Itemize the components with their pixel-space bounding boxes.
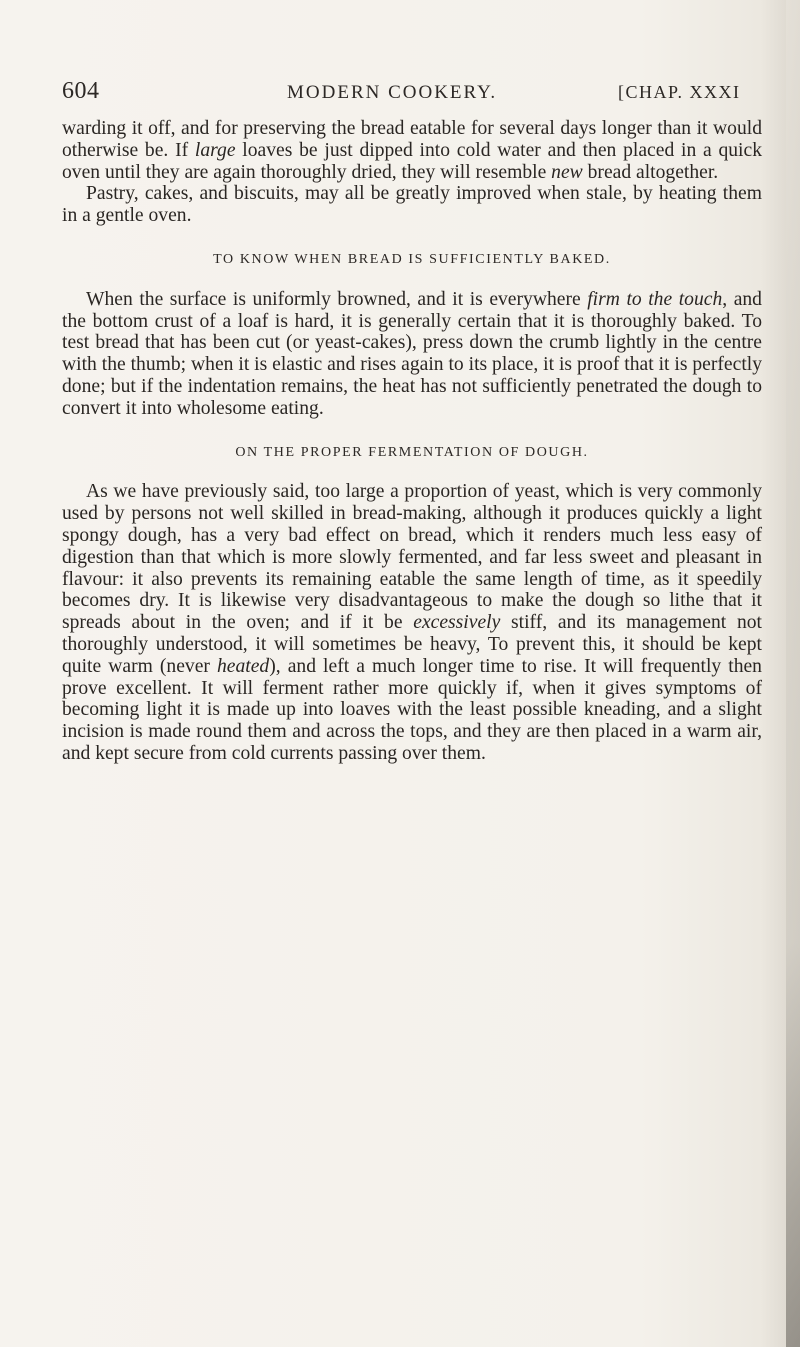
- page-edge-shadow: [786, 0, 800, 1347]
- page-body: [62, 118, 762, 765]
- page-header: [62, 78, 762, 108]
- section-heading-fermentation: ON THE PROPER FERMENTATION OF DOUGH.: [235, 444, 589, 460]
- paragraph-fermentation: As we have previously said, too large a proportion of yeast, which is very commonly used by persons not well skilled in bread-making, although it produces quickly a light spongy dough, has a very bad effect on bread, which it renders much less easy of digestion than that which is more slowly fermented, and far less sweet and pleasant in flavour: it also prevents its remaining eatable the same length of time, as it speedily becomes dry. It is likewise very disadvantageous to make the dough so lithe that it spreads about in the oven; and if it be excessively stiff, and its management not thoroughly understood, it will sometimes be heavy, To prevent this, it should be kept quite warm (never heated), and left a much longer time to rise. It will frequently then prove excellent. It will ferment rather more quickly if, when it gives symptoms of becoming light it is made up into loaves with the least possible kneading, and a slight incision is made round them and across the tops, and they are then placed in a warm air, and kept secure from cold currents passing over them.: [62, 481, 763, 764]
- paragraph-bread-preserving: warding it off, and for preserving the bread eatable for several days longer than it would otherwise be. If large loaves be just dipped into cold water and then placed in a quick oven until they are again thoroughly dried, they will resemble new bread altogether.: [62, 118, 762, 183]
- paragraph-pastry: Pastry, cakes, and biscuits, may all be greatly improved when stale, by heating them in a gentle oven.: [62, 183, 762, 227]
- chapter-reference: [CHAP. XXXI: [618, 82, 741, 102]
- page-number: 604: [62, 78, 100, 104]
- section-heading-baked: TO KNOW WHEN BREAD IS SUFFICIENTLY BAKED.: [213, 251, 611, 267]
- running-title: MODERN COOKERY.: [287, 82, 498, 103]
- paragraph-baked-test: When the surface is uniformly browned, and it is everywhere firm to the touch, and the bottom crust of a loaf is hard, it is generally certain that it is thoroughly baked. To test bread that has been cut (or yeast-cakes), press down the crumb lightly in the centre with the thumb; when it is elastic and rises again to its place, it is proof that it is perfectly done; but if the indentation remains, the heat has not sufficiently penetrated the dough to convert it into wholesome eating.: [62, 288, 762, 419]
